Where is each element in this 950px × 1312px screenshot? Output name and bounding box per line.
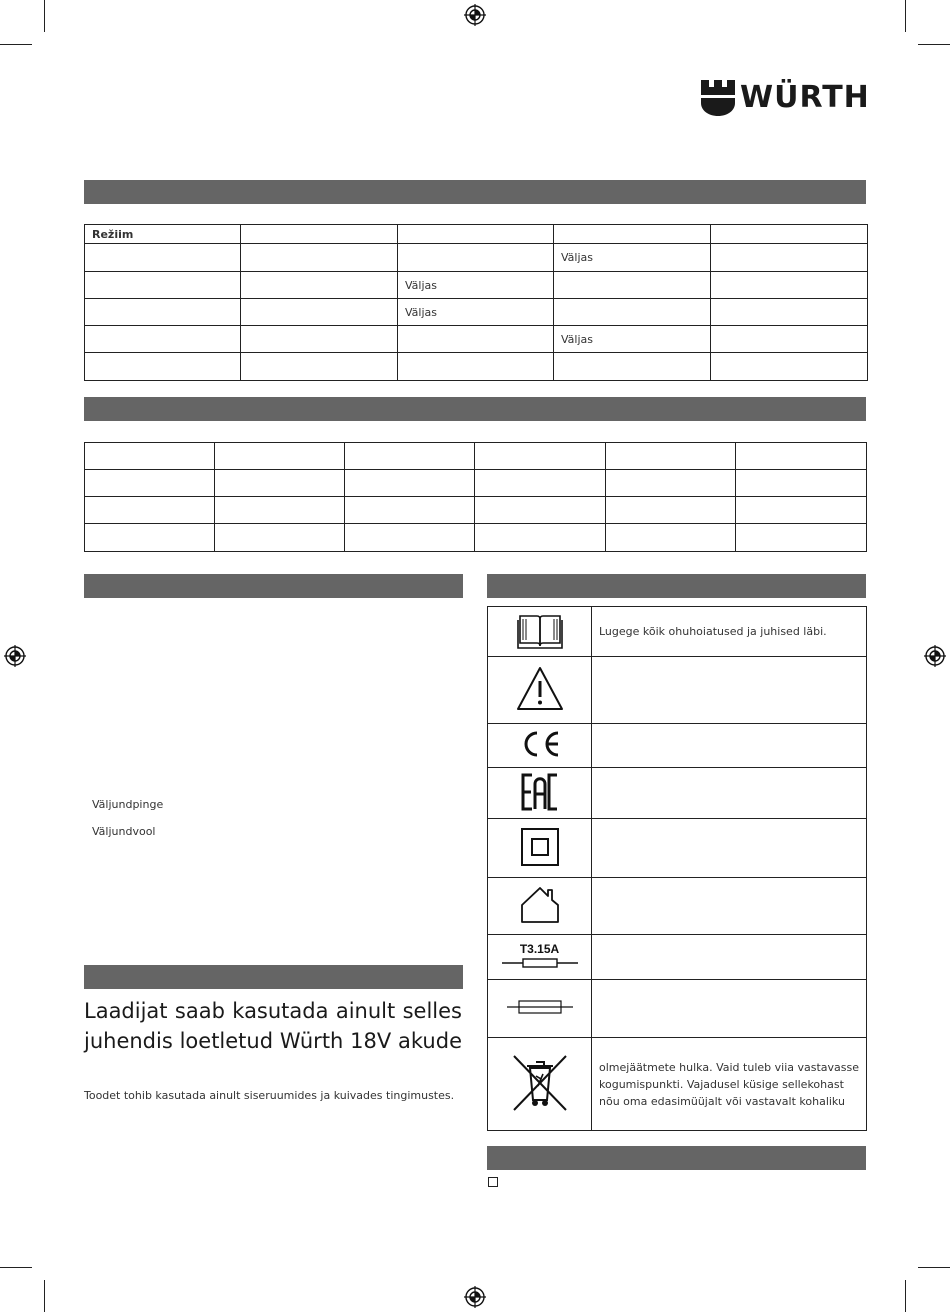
brand-logo-text: WÜRTH: [740, 80, 870, 115]
table-cell: [345, 470, 475, 497]
section-header-bar: [84, 397, 866, 421]
crop-mark: [905, 1280, 906, 1312]
table-cell: [85, 326, 241, 353]
table-cell: [241, 326, 398, 353]
table-row: [85, 470, 867, 497]
fuse-rating-label: T3.15A: [519, 941, 560, 956]
table-cell: [711, 353, 868, 381]
table-header-cell: [398, 225, 554, 244]
table-cell: [241, 244, 398, 272]
specs-table: [84, 442, 867, 552]
table-header-cell: [711, 225, 868, 244]
table-cell: [85, 299, 241, 326]
indoor-house-icon: [518, 885, 562, 925]
table-cell: [605, 443, 735, 470]
table-cell: [475, 524, 605, 552]
ce-mark-icon: [518, 729, 562, 759]
table-cell: [345, 524, 475, 552]
symbol-description: olmejäätmete hulka. Vaid tuleb viia vastavasse kogumispunkti. Vajadusel küsige sellekohast nõu oma edasimüüjalt või vastavalt kohaliku: [592, 1038, 867, 1131]
symbol-description: [592, 768, 867, 819]
symbol-description: [592, 878, 867, 935]
symbol-row: [488, 819, 867, 878]
mode-table: [84, 224, 868, 381]
symbols-table: [487, 606, 867, 1131]
section-header-bar: [487, 1146, 866, 1170]
crop-mark: [918, 44, 950, 45]
section-header-bar: [84, 965, 463, 989]
registration-mark-icon: [464, 4, 486, 26]
table-cell: [241, 299, 398, 326]
table-row: [85, 524, 867, 552]
crop-mark: [44, 1280, 45, 1312]
symbol-description: Lugege kõik ohuhoiatused ja juhised läbi.: [592, 607, 867, 657]
table-cell: Väljas: [398, 272, 554, 299]
section-header-bar: [84, 180, 866, 204]
table-cell: [85, 272, 241, 299]
symbol-description: [592, 935, 867, 980]
table-header-cell: Režiim: [85, 225, 241, 244]
wurth-logo-icon: [700, 79, 736, 117]
table-cell: [554, 272, 711, 299]
table-cell: [554, 299, 711, 326]
table-cell: [345, 497, 475, 524]
table-cell: [735, 497, 866, 524]
table-cell: [85, 470, 215, 497]
table-cell: [735, 470, 866, 497]
registration-mark-icon: [464, 1286, 486, 1308]
indoor-use-note: Toodet tohib kasutada ainult siseruumides ja kuivades tingimustes.: [84, 1089, 455, 1102]
table-cell: [711, 326, 868, 353]
symbol-row: [488, 1038, 867, 1131]
table-cell: [605, 470, 735, 497]
output-voltage-label: Väljundpinge: [92, 798, 164, 811]
table-cell: [475, 470, 605, 497]
table-header-cell: [554, 225, 711, 244]
table-row: [85, 244, 868, 272]
table-cell: [398, 244, 554, 272]
symbol-description: [592, 980, 867, 1038]
table-cell: [345, 443, 475, 470]
table-cell: [215, 470, 345, 497]
crop-mark: [0, 44, 32, 45]
table-cell: [605, 524, 735, 552]
eac-mark-icon: [520, 772, 560, 812]
table-cell: [711, 272, 868, 299]
table-cell: [85, 524, 215, 552]
table-row: [85, 353, 868, 381]
weee-bin-icon: [510, 1052, 570, 1114]
table-cell: [241, 272, 398, 299]
table-cell: [398, 326, 554, 353]
table-header-row: [85, 225, 868, 244]
symbol-row: [488, 768, 867, 819]
checkbox[interactable]: [488, 1177, 498, 1187]
double-insulation-icon: [520, 827, 560, 867]
crop-mark: [905, 0, 906, 32]
registration-mark-icon: [924, 645, 946, 667]
crop-mark: [44, 0, 45, 32]
table-row: [85, 443, 867, 470]
table-cell: [605, 497, 735, 524]
symbol-description: [592, 657, 867, 724]
fuse-icon: [505, 987, 575, 1027]
table-row: [85, 497, 867, 524]
table-cell: Väljas: [554, 244, 711, 272]
table-cell: [215, 524, 345, 552]
crop-mark: [0, 1267, 32, 1268]
crop-mark: [918, 1267, 950, 1268]
symbol-row: [488, 607, 867, 657]
usage-text: Laadijat saab kasutada ainult selles juhendis loetletud Würth 18V akude: [84, 999, 462, 1053]
table-cell: Väljas: [554, 326, 711, 353]
output-current-label: Väljundvool: [92, 825, 156, 838]
manual-book-icon: [517, 610, 563, 650]
table-cell: [475, 497, 605, 524]
table-cell: [215, 443, 345, 470]
table-cell: [85, 244, 241, 272]
table-row: [85, 299, 868, 326]
section-header-bar: [487, 574, 866, 598]
symbol-description: [592, 724, 867, 768]
warning-triangle-icon: [515, 665, 565, 713]
table-row: [85, 326, 868, 353]
table-cell: [85, 443, 215, 470]
symbol-row: [488, 657, 867, 724]
table-cell: [241, 353, 398, 381]
table-row: [85, 272, 868, 299]
table-cell: Väljas: [398, 299, 554, 326]
table-cell: [711, 299, 868, 326]
table-cell: [215, 497, 345, 524]
registration-mark-icon: [4, 645, 26, 667]
table-header-cell: [241, 225, 398, 244]
table-cell: [85, 497, 215, 524]
table-cell: [475, 443, 605, 470]
table-cell: [735, 443, 866, 470]
table-cell: [85, 353, 241, 381]
table-cell: [711, 244, 868, 272]
symbol-row: [488, 878, 867, 935]
table-cell: [735, 524, 866, 552]
table-cell: [554, 353, 711, 381]
symbol-row: [488, 980, 867, 1038]
symbol-description: [592, 819, 867, 878]
symbol-row: [488, 935, 867, 980]
symbol-row: [488, 724, 867, 768]
fuse-t315a-icon: [502, 956, 578, 970]
section-header-bar: [84, 574, 463, 598]
table-cell: [398, 353, 554, 381]
